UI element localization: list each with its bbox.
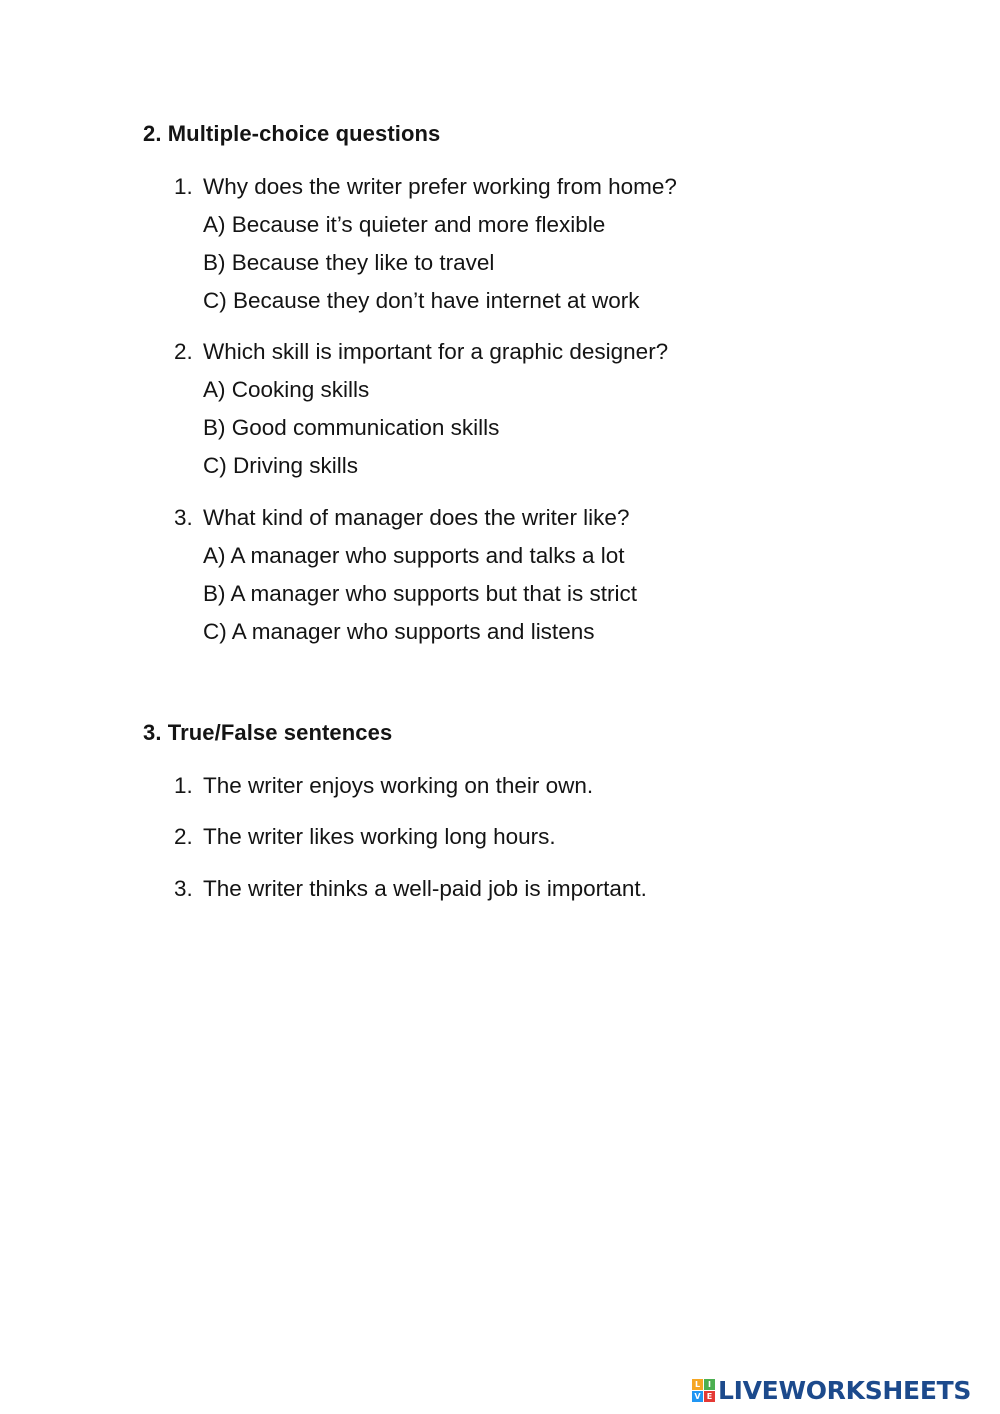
liveworksheets-logo <box>692 1374 971 1406</box>
mc-question-2 <box>174 333 934 485</box>
question-number: 1. <box>174 174 193 199</box>
tf-item-3 <box>174 870 647 908</box>
option-b[interactable]: B) Because they like to travel <box>203 250 495 275</box>
logo-mark-cell: E <box>704 1391 715 1402</box>
question-number: 2. <box>174 339 193 364</box>
item-text: The writer enjoys working on their own. <box>203 773 594 798</box>
section-title-true-false: 3. True/False sentences <box>143 720 393 745</box>
item-text: The writer thinks a well-paid job is important. <box>203 876 647 901</box>
question-text: What kind of manager does the writer like? <box>203 505 630 530</box>
question-number: 3. <box>174 505 193 530</box>
logo-mark-cell: V <box>692 1391 703 1402</box>
logo-mark-icon <box>692 1379 715 1402</box>
option-c[interactable]: C) Because they don’t have internet at work <box>203 288 640 313</box>
item-text: The writer likes working long hours. <box>203 824 556 849</box>
option-a[interactable]: A) Cooking skills <box>203 377 370 402</box>
option-c[interactable]: C) Driving skills <box>203 453 359 478</box>
question-text: Why does the writer prefer working from home? <box>203 174 677 199</box>
item-number: 2. <box>174 824 193 849</box>
option-b[interactable]: B) Good communication skills <box>203 415 500 440</box>
tf-item-2 <box>174 818 556 856</box>
mc-question-1 <box>174 168 934 320</box>
logo-mark-cell: I <box>704 1379 715 1390</box>
option-c[interactable]: C) A manager who supports and listens <box>203 619 595 644</box>
option-a[interactable]: A) A manager who supports and talks a lot <box>203 543 625 568</box>
question-text: Which skill is important for a graphic designer? <box>203 339 669 364</box>
tf-item-1 <box>174 767 593 805</box>
item-number: 3. <box>174 876 193 901</box>
option-b[interactable]: B) A manager who supports but that is strict <box>203 581 637 606</box>
logo-text: LIVEWORKSHEETS <box>718 1375 972 1405</box>
mc-question-3 <box>174 499 934 651</box>
logo-mark-cell: L <box>692 1379 703 1390</box>
section-title-multiple-choice: 2. Multiple-choice questions <box>143 121 441 146</box>
option-a[interactable]: A) Because it’s quieter and more flexible <box>203 212 606 237</box>
item-number: 1. <box>174 773 193 798</box>
